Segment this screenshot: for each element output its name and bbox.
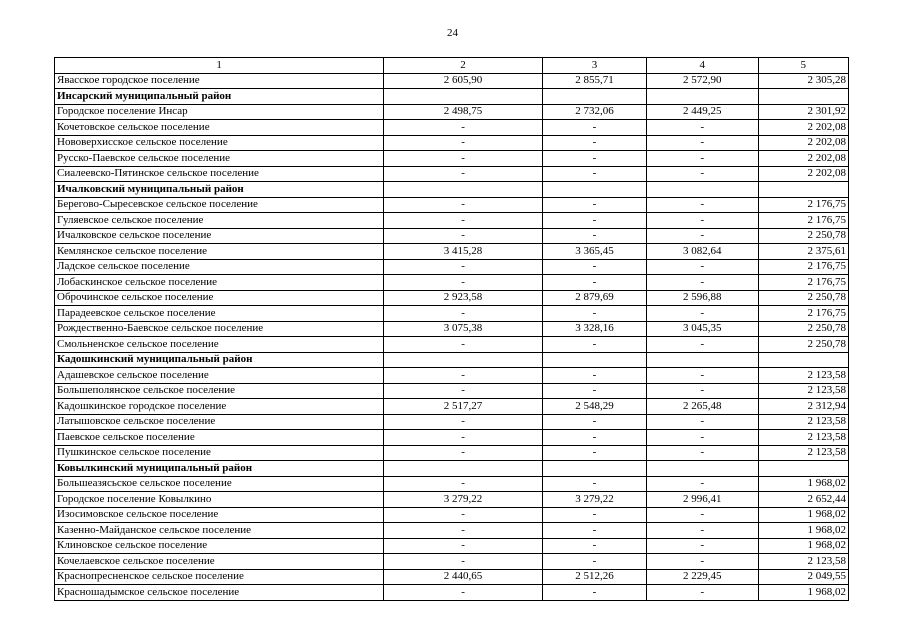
value-col4-cell: - xyxy=(647,337,758,353)
table-row xyxy=(55,476,849,492)
settlement-name-cell: Ладское сельское поселение xyxy=(55,259,384,275)
page-number: 24 xyxy=(447,27,458,39)
settlement-name-cell: Казенно-Майданское сельское поселение xyxy=(55,523,384,539)
value-col2-cell: 2 517,27 xyxy=(384,399,543,415)
column-header-1: 1 xyxy=(55,58,384,74)
value-col3-cell: 2 855,71 xyxy=(542,73,646,89)
settlement-name-cell: Сиалеевско-Пятинское сельское поселение xyxy=(55,166,384,182)
settlement-name-cell: Нововерхисское сельское поселение xyxy=(55,135,384,151)
table-row xyxy=(55,337,849,353)
value-col2-cell: 2 498,75 xyxy=(384,104,543,120)
value-col2-cell: - xyxy=(384,430,543,446)
value-col2-cell: - xyxy=(384,476,543,492)
settlement-name-cell: Явасское городское поселение xyxy=(55,73,384,89)
table-row xyxy=(55,507,849,523)
value-col2-cell: - xyxy=(384,445,543,461)
value-col3-cell: - xyxy=(542,337,646,353)
value-col5-cell xyxy=(758,461,848,477)
table-header-row xyxy=(55,58,849,74)
value-col3-cell: - xyxy=(542,507,646,523)
value-col5-cell: 2 250,78 xyxy=(758,321,848,337)
value-col4-cell: - xyxy=(647,585,758,601)
table-row xyxy=(55,244,849,260)
settlement-name-cell: Кадошкинское городское поселение xyxy=(55,399,384,415)
settlement-name-cell: Ичалковский муниципальный район xyxy=(55,182,384,198)
value-col2-cell xyxy=(384,461,543,477)
value-col3-cell: - xyxy=(542,538,646,554)
value-col5-cell: 1 968,02 xyxy=(758,476,848,492)
table-row xyxy=(55,492,849,508)
value-col5-cell: 1 968,02 xyxy=(758,585,848,601)
settlement-name-cell: Оброчинское сельское поселение xyxy=(55,290,384,306)
value-col2-cell: - xyxy=(384,228,543,244)
tariff-table xyxy=(54,57,849,601)
value-col4-cell: - xyxy=(647,507,758,523)
settlement-name-cell: Русско-Паевское сельское поселение xyxy=(55,151,384,167)
value-col4-cell: 3 045,35 xyxy=(647,321,758,337)
value-col4-cell: - xyxy=(647,383,758,399)
column-header-3: 3 xyxy=(542,58,646,74)
value-col5-cell: 2 202,08 xyxy=(758,120,848,136)
table-row xyxy=(55,445,849,461)
settlement-name-cell: Большеполянское сельское поселение xyxy=(55,383,384,399)
value-col5-cell: 2 123,58 xyxy=(758,445,848,461)
value-col5-cell: 2 176,75 xyxy=(758,197,848,213)
value-col2-cell: - xyxy=(384,383,543,399)
settlement-name-cell: Кочелаевское сельское поселение xyxy=(55,554,384,570)
table-row xyxy=(55,414,849,430)
value-col4-cell: 3 082,64 xyxy=(647,244,758,260)
value-col2-cell: - xyxy=(384,151,543,167)
settlement-name-cell: Кочетовское сельское поселение xyxy=(55,120,384,136)
value-col5-cell: 2 123,58 xyxy=(758,430,848,446)
value-col3-cell: - xyxy=(542,275,646,291)
value-col3-cell: - xyxy=(542,120,646,136)
value-col5-cell: 2 123,58 xyxy=(758,368,848,384)
value-col4-cell: 2 596,88 xyxy=(647,290,758,306)
value-col3-cell: - xyxy=(542,430,646,446)
settlement-name-cell: Лобаскинское сельское поселение xyxy=(55,275,384,291)
value-col3-cell: - xyxy=(542,228,646,244)
value-col3-cell: - xyxy=(542,259,646,275)
value-col4-cell: - xyxy=(647,368,758,384)
table-row xyxy=(55,321,849,337)
value-col3-cell: - xyxy=(542,151,646,167)
table-row xyxy=(55,523,849,539)
value-col4-cell xyxy=(647,461,758,477)
district-header-row xyxy=(55,461,849,477)
value-col5-cell: 2 250,78 xyxy=(758,228,848,244)
value-col3-cell: - xyxy=(542,414,646,430)
value-col5-cell: 1 968,02 xyxy=(758,523,848,539)
value-col5-cell: 2 123,58 xyxy=(758,414,848,430)
value-col2-cell: - xyxy=(384,585,543,601)
value-col5-cell: 2 123,58 xyxy=(758,383,848,399)
settlement-name-cell: Кадошкинский муниципальный район xyxy=(55,352,384,368)
value-col4-cell: - xyxy=(647,306,758,322)
value-col3-cell: 2 548,29 xyxy=(542,399,646,415)
value-col5-cell: 2 305,28 xyxy=(758,73,848,89)
value-col4-cell: - xyxy=(647,430,758,446)
table-row xyxy=(55,151,849,167)
value-col5-cell xyxy=(758,89,848,105)
value-col2-cell: - xyxy=(384,135,543,151)
value-col5-cell: 2 250,78 xyxy=(758,337,848,353)
value-col2-cell: - xyxy=(384,414,543,430)
table-row xyxy=(55,306,849,322)
value-col4-cell: - xyxy=(647,228,758,244)
table-row xyxy=(55,213,849,229)
value-col5-cell: 2 375,61 xyxy=(758,244,848,260)
table-row xyxy=(55,399,849,415)
value-col3-cell: 2 732,06 xyxy=(542,104,646,120)
table-row xyxy=(55,166,849,182)
value-col2-cell: 2 440,65 xyxy=(384,569,543,585)
value-col5-cell: 2 202,08 xyxy=(758,135,848,151)
district-header-row xyxy=(55,352,849,368)
value-col2-cell: - xyxy=(384,275,543,291)
table-row xyxy=(55,104,849,120)
settlement-name-cell: Ковылкинский муниципальный район xyxy=(55,461,384,477)
value-col2-cell: - xyxy=(384,213,543,229)
value-col4-cell: - xyxy=(647,259,758,275)
value-col3-cell: - xyxy=(542,445,646,461)
value-col3-cell: - xyxy=(542,523,646,539)
value-col5-cell: 2 049,55 xyxy=(758,569,848,585)
value-col5-cell: 2 176,75 xyxy=(758,259,848,275)
value-col3-cell xyxy=(542,352,646,368)
value-col3-cell: - xyxy=(542,476,646,492)
value-col2-cell: - xyxy=(384,166,543,182)
value-col5-cell: 2 202,08 xyxy=(758,166,848,182)
table-row xyxy=(55,275,849,291)
value-col2-cell: 3 075,38 xyxy=(384,321,543,337)
table-row xyxy=(55,197,849,213)
district-header-row xyxy=(55,89,849,105)
table-row xyxy=(55,120,849,136)
value-col3-cell: 3 279,22 xyxy=(542,492,646,508)
value-col4-cell: - xyxy=(647,275,758,291)
value-col3-cell xyxy=(542,182,646,198)
value-col2-cell: 2 923,58 xyxy=(384,290,543,306)
value-col5-cell xyxy=(758,182,848,198)
settlement-name-cell: Изосимовское сельское поселение xyxy=(55,507,384,523)
column-header-2: 2 xyxy=(384,58,543,74)
value-col5-cell: 2 301,92 xyxy=(758,104,848,120)
table-row xyxy=(55,135,849,151)
value-col4-cell: - xyxy=(647,554,758,570)
table-body xyxy=(55,73,849,600)
value-col4-cell: - xyxy=(647,476,758,492)
settlement-name-cell: Гуляевское сельское поселение xyxy=(55,213,384,229)
settlement-name-cell: Клиновское сельское поселение xyxy=(55,538,384,554)
settlement-name-cell: Кемлянское сельское поселение xyxy=(55,244,384,260)
column-header-4: 4 xyxy=(647,58,758,74)
value-col4-cell xyxy=(647,352,758,368)
value-col2-cell: 2 605,90 xyxy=(384,73,543,89)
value-col4-cell: 2 572,90 xyxy=(647,73,758,89)
value-col2-cell: - xyxy=(384,538,543,554)
value-col5-cell xyxy=(758,352,848,368)
value-col5-cell: 2 250,78 xyxy=(758,290,848,306)
value-col3-cell: - xyxy=(542,383,646,399)
value-col2-cell: - xyxy=(384,523,543,539)
settlement-name-cell: Инсарский муниципальный район xyxy=(55,89,384,105)
table-row xyxy=(55,228,849,244)
value-col4-cell: - xyxy=(647,414,758,430)
settlement-name-cell: Берегово-Сыресевское сельское поселение xyxy=(55,197,384,213)
value-col3-cell: 3 365,45 xyxy=(542,244,646,260)
value-col4-cell: - xyxy=(647,213,758,229)
settlement-name-cell: Красношадымское сельское поселение xyxy=(55,585,384,601)
value-col4-cell: - xyxy=(647,538,758,554)
value-col3-cell xyxy=(542,461,646,477)
value-col4-cell xyxy=(647,89,758,105)
value-col5-cell: 2 202,08 xyxy=(758,151,848,167)
settlement-name-cell: Краснопресненское сельское поселение xyxy=(55,569,384,585)
value-col2-cell: - xyxy=(384,507,543,523)
value-col5-cell: 2 652,44 xyxy=(758,492,848,508)
value-col3-cell: - xyxy=(542,135,646,151)
value-col4-cell: 2 229,45 xyxy=(647,569,758,585)
settlement-name-cell: Городское поселение Ковылкино xyxy=(55,492,384,508)
value-col5-cell: 2 176,75 xyxy=(758,306,848,322)
table-row xyxy=(55,383,849,399)
value-col2-cell: - xyxy=(384,368,543,384)
settlement-name-cell: Латышовское сельское поселение xyxy=(55,414,384,430)
value-col3-cell: - xyxy=(542,166,646,182)
value-col4-cell: - xyxy=(647,166,758,182)
value-col2-cell: 3 415,28 xyxy=(384,244,543,260)
table-row xyxy=(55,73,849,89)
value-col4-cell: - xyxy=(647,523,758,539)
value-col5-cell: 2 176,75 xyxy=(758,213,848,229)
value-col5-cell: 1 968,02 xyxy=(758,507,848,523)
value-col5-cell: 2 312,94 xyxy=(758,399,848,415)
value-col4-cell: - xyxy=(647,197,758,213)
value-col2-cell: 3 279,22 xyxy=(384,492,543,508)
column-header-5: 5 xyxy=(758,58,848,74)
value-col4-cell: - xyxy=(647,151,758,167)
settlement-name-cell: Большеазясьское сельское поселение xyxy=(55,476,384,492)
value-col4-cell: 2 449,25 xyxy=(647,104,758,120)
value-col5-cell: 2 123,58 xyxy=(758,554,848,570)
value-col3-cell: 2 512,26 xyxy=(542,569,646,585)
settlement-name-cell: Адашевское сельское поселение xyxy=(55,368,384,384)
settlement-name-cell: Пушкинское сельское поселение xyxy=(55,445,384,461)
table-row xyxy=(55,569,849,585)
value-col3-cell: - xyxy=(542,585,646,601)
settlement-name-cell: Парадеевское сельское поселение xyxy=(55,306,384,322)
value-col4-cell: - xyxy=(647,120,758,136)
value-col2-cell xyxy=(384,182,543,198)
value-col2-cell: - xyxy=(384,554,543,570)
value-col2-cell: - xyxy=(384,197,543,213)
settlement-name-cell: Паевское сельское поселение xyxy=(55,430,384,446)
value-col3-cell: - xyxy=(542,368,646,384)
table-row xyxy=(55,259,849,275)
district-header-row xyxy=(55,182,849,198)
value-col2-cell xyxy=(384,89,543,105)
value-col3-cell: - xyxy=(542,306,646,322)
value-col5-cell: 1 968,02 xyxy=(758,538,848,554)
value-col3-cell: - xyxy=(542,197,646,213)
value-col2-cell: - xyxy=(384,337,543,353)
table-row xyxy=(55,538,849,554)
value-col5-cell: 2 176,75 xyxy=(758,275,848,291)
value-col3-cell: - xyxy=(542,213,646,229)
value-col3-cell: 2 879,69 xyxy=(542,290,646,306)
table-row xyxy=(55,430,849,446)
value-col2-cell: - xyxy=(384,120,543,136)
table-row xyxy=(55,554,849,570)
value-col2-cell: - xyxy=(384,259,543,275)
value-col4-cell: - xyxy=(647,445,758,461)
settlement-name-cell: Рождественно-Баевское сельское поселение xyxy=(55,321,384,337)
settlement-name-cell: Смольненское сельское поселение xyxy=(55,337,384,353)
value-col2-cell xyxy=(384,352,543,368)
value-col3-cell: - xyxy=(542,554,646,570)
value-col4-cell: 2 265,48 xyxy=(647,399,758,415)
table-row xyxy=(55,368,849,384)
table-row xyxy=(55,290,849,306)
value-col4-cell: 2 996,41 xyxy=(647,492,758,508)
value-col4-cell xyxy=(647,182,758,198)
settlement-name-cell: Городское поселение Инсар xyxy=(55,104,384,120)
value-col3-cell xyxy=(542,89,646,105)
value-col2-cell: - xyxy=(384,306,543,322)
table-row xyxy=(55,585,849,601)
value-col3-cell: 3 328,16 xyxy=(542,321,646,337)
settlement-name-cell: Ичалковское сельское поселение xyxy=(55,228,384,244)
value-col4-cell: - xyxy=(647,135,758,151)
